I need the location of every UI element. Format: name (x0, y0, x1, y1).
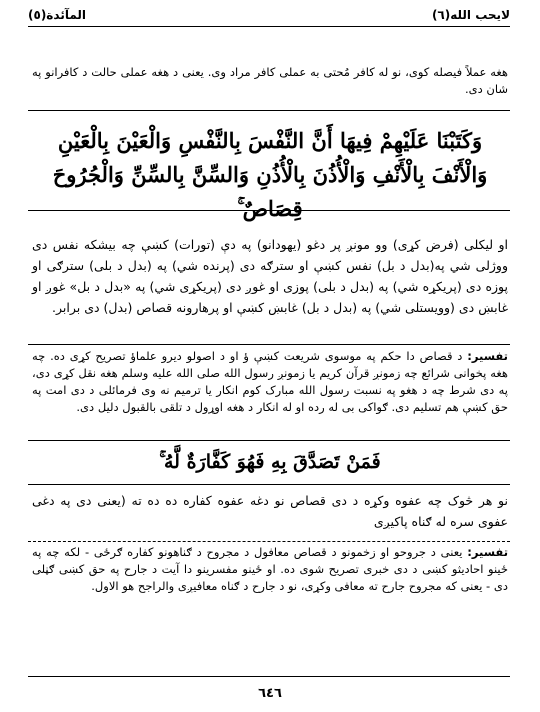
tafsir-1 (32, 348, 508, 434)
intro-paragraph: هغه عملاً فیصله کوی، نو له کافر مُحتی به عملی کافر مراد وی. یعنی د هغه عملی حالت د کافرانو په شان دی. (32, 65, 508, 96)
header-surah-title: المآئدة(٥) (28, 8, 86, 22)
section-divider-dashed (28, 541, 510, 542)
header-rule (28, 26, 510, 27)
section-divider (28, 344, 510, 345)
quran-verse-2: فَمَنْ تَصَدَّقَ بِهِ فَهُوَ كَفَّارَةٌ لَّهُ ۚ (159, 451, 381, 473)
tafsir-text: یعنی د جروحو او زخمونو د قصاص معافول د مجروح د ګناهونو کفاره ګرځی - لکه چه په ځینو احادیثو کښی د دی خبری تصریح شوی ده. او ځینو مفسرینو دا آیت د جارح په حق کښی ګڼلی دی - یعنی که مجروح جارح ته معافی وکړی، نو د جارح د ګناه معافیږی والراجح هو الاول. (32, 545, 508, 593)
section-divider (28, 440, 510, 441)
section-divider (28, 110, 510, 111)
translation-2: نو هر څوک چه عفوه وکړه د دی قصاص نو دغه عفوه کفاره ده ده ته (یعنی دی په دغی عفوی سره له ګناه پاکیږی (32, 493, 508, 529)
header-juz-title: لايحب الله(٦) (431, 8, 510, 22)
tafsir-text: د قصاص دا حکم په موسوی شریعت کښې ؤ او د اصولو دیرو علماؤ تصریح کړی ده. چه هغه پخوانی شرائع چه زمونږ قرآن کریم یا زمونږ رسول الله صلی الله علیه وسلم هغه نقل کړی دی، په دی شرط چه د هغو په نسبت رسول الله مبارک کوم انکار یا ترمیم نه وی فرمائلی د دی امت په حق کښې هم تسلیم دی. ګواکی بی له رده او له انکار د هغه اوړول د تلقی بالقبول دلیل دی. (32, 349, 508, 414)
section-divider (28, 210, 510, 211)
page-number: ٦٤٦ (258, 686, 282, 701)
quran-verse-1: وَكَتَبْنَا عَلَيْهِمْ فِيهَا أَنَّ النَّفْسَ بِالنَّفْسِ وَالْعَيْنَ بِالْعَيْنِ وَالْأَنْفَ بِالْأَنْفِ وَالْأُذُنَ بِالْأُذُنِ وَالسِّنَّ بِالسِّنِّ وَالْجُرُوحَ قِصَاصٌ ۚ (52, 128, 488, 221)
tafsir-label: تفسیر: (467, 545, 509, 559)
footer-rule (28, 676, 510, 677)
section-divider (28, 484, 510, 485)
tafsir-label: تفسیر: (467, 349, 508, 363)
running-header (28, 8, 510, 24)
tafsir-2 (32, 544, 508, 632)
translation-1: او لیکلی (فرض کړی) وو مونږ پر دغو (یهودانو) په دې (تورات) کښې چه بیشکه نفس دی ووژلی شي په(بدل د بل) نفس کښې او سترګه دی (پرنده شي) په (بدل د بلی) سترګی او پوزه دی (پریکړه شي) په (بدل د بلی) پوزی او غوږ دی (پریکړی شي) په «بدل د بل» غوږ او غابښ دی (وویستلی شي) په (بدل د بل) غابښ کښې او پرهارونه قصاص (بدل) دی برابر. (32, 237, 508, 315)
